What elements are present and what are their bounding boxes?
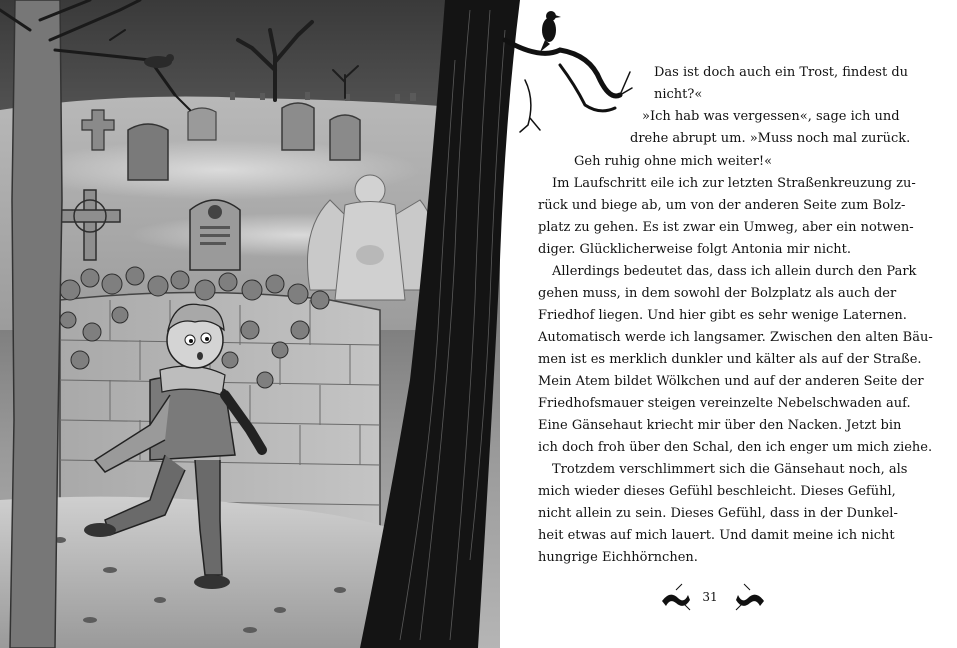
text-line: Friedhofsmauer steigen vereinzelte Nebelschwaden auf. [538, 396, 911, 411]
text-line: Mein Atem bildet Wölkchen und auf der anderen Seite der [538, 374, 924, 389]
text-line: rück und biege ab, um von der anderen Seite zum Bolz- [538, 198, 906, 213]
text-line: Im Laufschritt eile ich zur letzten Straßenkreuzung zu- [552, 176, 916, 191]
text-line: Friedhof liegen. Und hier gibt es sehr wenige Laternen. [538, 308, 907, 323]
text-line: gehen muss, in dem sowohl der Bolzplatz als auch der [538, 286, 897, 301]
text-line: Automatisch werde ich langsamer. Zwischen den alten Bäu- [538, 330, 933, 345]
text-line: Das ist doch auch ein Trost, findest du [654, 65, 909, 80]
text-line: Geh ruhig ohne mich weiter!« [574, 154, 773, 169]
text-line: heit etwas auf mich lauert. Und damit meine ich nicht [538, 528, 895, 543]
page-number: 31 [702, 590, 718, 604]
text-line: nicht allein zu sein. Dieses Gefühl, dass in der Dunkel- [538, 506, 898, 521]
text-line: »Ich hab was vergessen«, sage ich und [642, 109, 900, 124]
text-line: hungrige Eichhörnchen. [538, 550, 698, 565]
text-line: drehe abrupt um. »Muss noch mal zurück. [630, 131, 911, 146]
text-line: Allerdings bedeutet das, dass ich allein durch den Park [552, 264, 917, 279]
text-line: men ist es merklich dunkler und kälter als auf der Straße. [538, 352, 922, 367]
text-line: mich wieder dieses Gefühl beschleicht. Dieses Gefühl, [538, 484, 896, 499]
text-line: Eine Gänsehaut kriecht mir über den Nacken. Jetzt bin [538, 418, 902, 433]
text-line: platz zu gehen. Es ist zwar ein Umweg, aber ein notwen- [538, 220, 914, 235]
text-line: nicht?« [654, 87, 703, 102]
text-line: diger. Glücklicherweise folgt Antonia mir nicht. [538, 242, 852, 257]
text-line: ich doch froh über den Schal, den ich enger um mich ziehe. [538, 440, 933, 455]
text-line: Trotzdem verschlimmert sich die Gänsehaut noch, als [552, 462, 908, 477]
